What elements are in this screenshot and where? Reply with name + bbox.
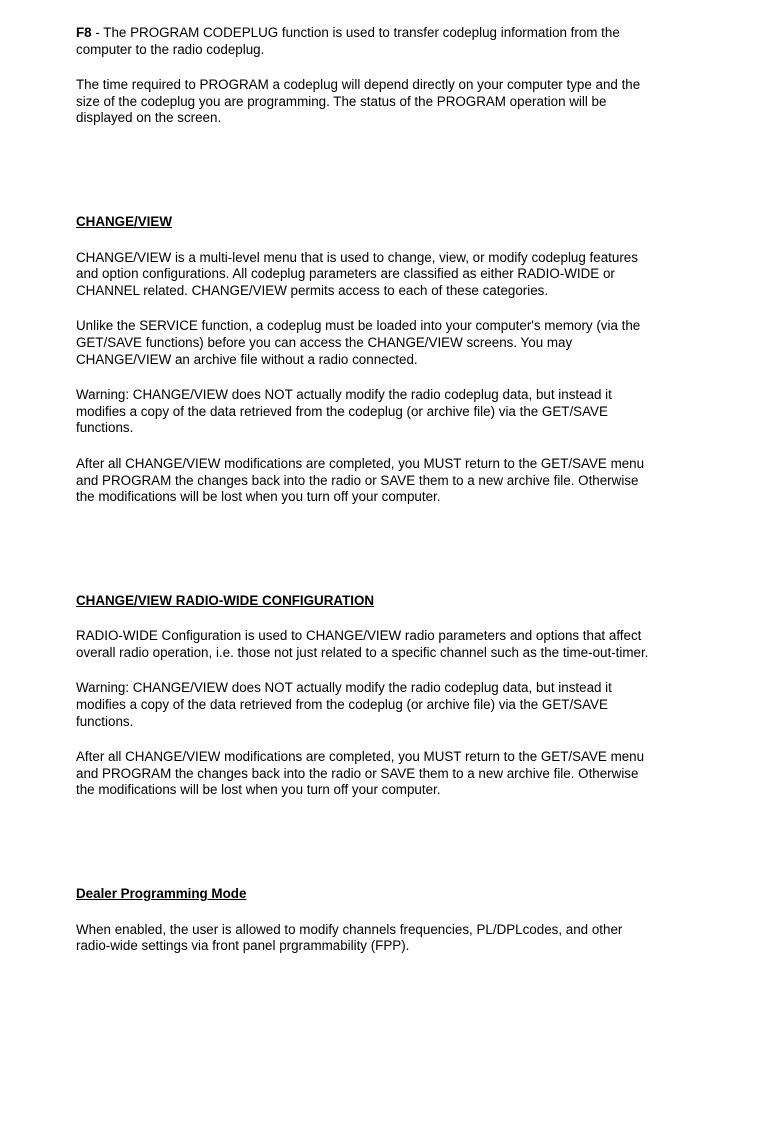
text-line: Warning: CHANGE/VIEW does NOT actually modify the radio codeplug data, but instead it: [76, 680, 612, 696]
text-line: Warning: CHANGE/VIEW does NOT actually modify the radio codeplug data, but instead it: [76, 387, 612, 403]
change-view-intro-paragraph: [76, 250, 688, 300]
text-line: size of the codeplug you are programming. The status of the PROGRAM operation will be: [76, 93, 607, 109]
text-line: CHANGE/VIEW is a multi-level menu that is used to change, view, or modify codeplug features: [76, 249, 638, 265]
f8-paragraph: [76, 25, 688, 58]
text-line: [76, 25, 688, 42]
text-line: RADIO-WIDE Configuration is used to CHANGE/VIEW radio parameters and options that affect: [76, 628, 642, 644]
change-view-service-paragraph: [76, 318, 688, 368]
text-line: Unlike the SERVICE function, a codeplug must be loaded into your computer's memory (via the: [76, 318, 641, 334]
text-line: and PROGRAM the changes back into the radio or SAVE them to a new archive file. Otherwise: [76, 765, 639, 781]
text-line: modifies a copy of the data retrieved from the codeplug (or archive file) via the GET/SAVE: [76, 403, 608, 419]
f8-description: - The PROGRAM CODEPLUG function is used to transfer codeplug information from the: [91, 25, 620, 40]
text-line: After all CHANGE/VIEW modifications are completed, you MUST return to the GET/SAVE menu: [76, 749, 645, 765]
text-line: After all CHANGE/VIEW modifications are completed, you MUST return to the GET/SAVE menu: [76, 455, 645, 471]
change-view-heading: CHANGE/VIEW: [76, 213, 172, 229]
radio-wide-intro-paragraph: [76, 628, 688, 661]
radio-wide-after-paragraph: [76, 749, 688, 799]
text-line: displayed on the screen.: [76, 110, 222, 126]
text-line: and option configurations. All codeplug parameters are classified as either RADIO-WIDE or: [76, 266, 615, 282]
text-line: The time required to PROGRAM a codeplug will depend directly on your computer type and the: [76, 77, 641, 93]
text-line: functions.: [76, 420, 134, 436]
document-page: [76, 25, 688, 955]
text-line: the modifications will be lost when you turn off your computer.: [76, 489, 441, 505]
dealer-programming-heading: Dealer Programming Mode: [76, 886, 247, 902]
text-line: CHANGE/VIEW an archive file without a radio connected.: [76, 351, 418, 367]
text-line: the modifications will be lost when you turn off your computer.: [76, 782, 441, 798]
text-line: and PROGRAM the changes back into the radio or SAVE them to a new archive file. Otherwise: [76, 472, 639, 488]
change-view-warning-paragraph: [76, 387, 688, 437]
text-line: functions.: [76, 713, 134, 729]
radio-wide-heading: CHANGE/VIEW RADIO-WIDE CONFIGURATION: [76, 592, 375, 608]
change-view-after-paragraph: [76, 456, 688, 506]
text-line: GET/SAVE functions) before you can access the CHANGE/VIEW screens. You may: [76, 334, 573, 350]
f8-key-label: F8: [76, 25, 92, 40]
dealer-programming-paragraph: [76, 922, 688, 955]
text-line: overall radio operation, i.e. those not just related to a specific channel such as the time-out-timer.: [76, 644, 649, 660]
text-line: modifies a copy of the data retrieved from the codeplug (or archive file) via the GET/SAVE: [76, 697, 608, 713]
text-line: computer to the radio codeplug.: [76, 41, 265, 57]
text-line: radio-wide settings via front panel prgrammability (FPP).: [76, 938, 410, 954]
radio-wide-warning-paragraph: [76, 680, 688, 730]
text-line: CHANNEL related. CHANGE/VIEW permits access to each of these categories.: [76, 282, 549, 298]
program-time-paragraph: [76, 77, 688, 127]
text-line: When enabled, the user is allowed to modify channels frequencies, PL/DPLcodes, and other: [76, 921, 623, 937]
